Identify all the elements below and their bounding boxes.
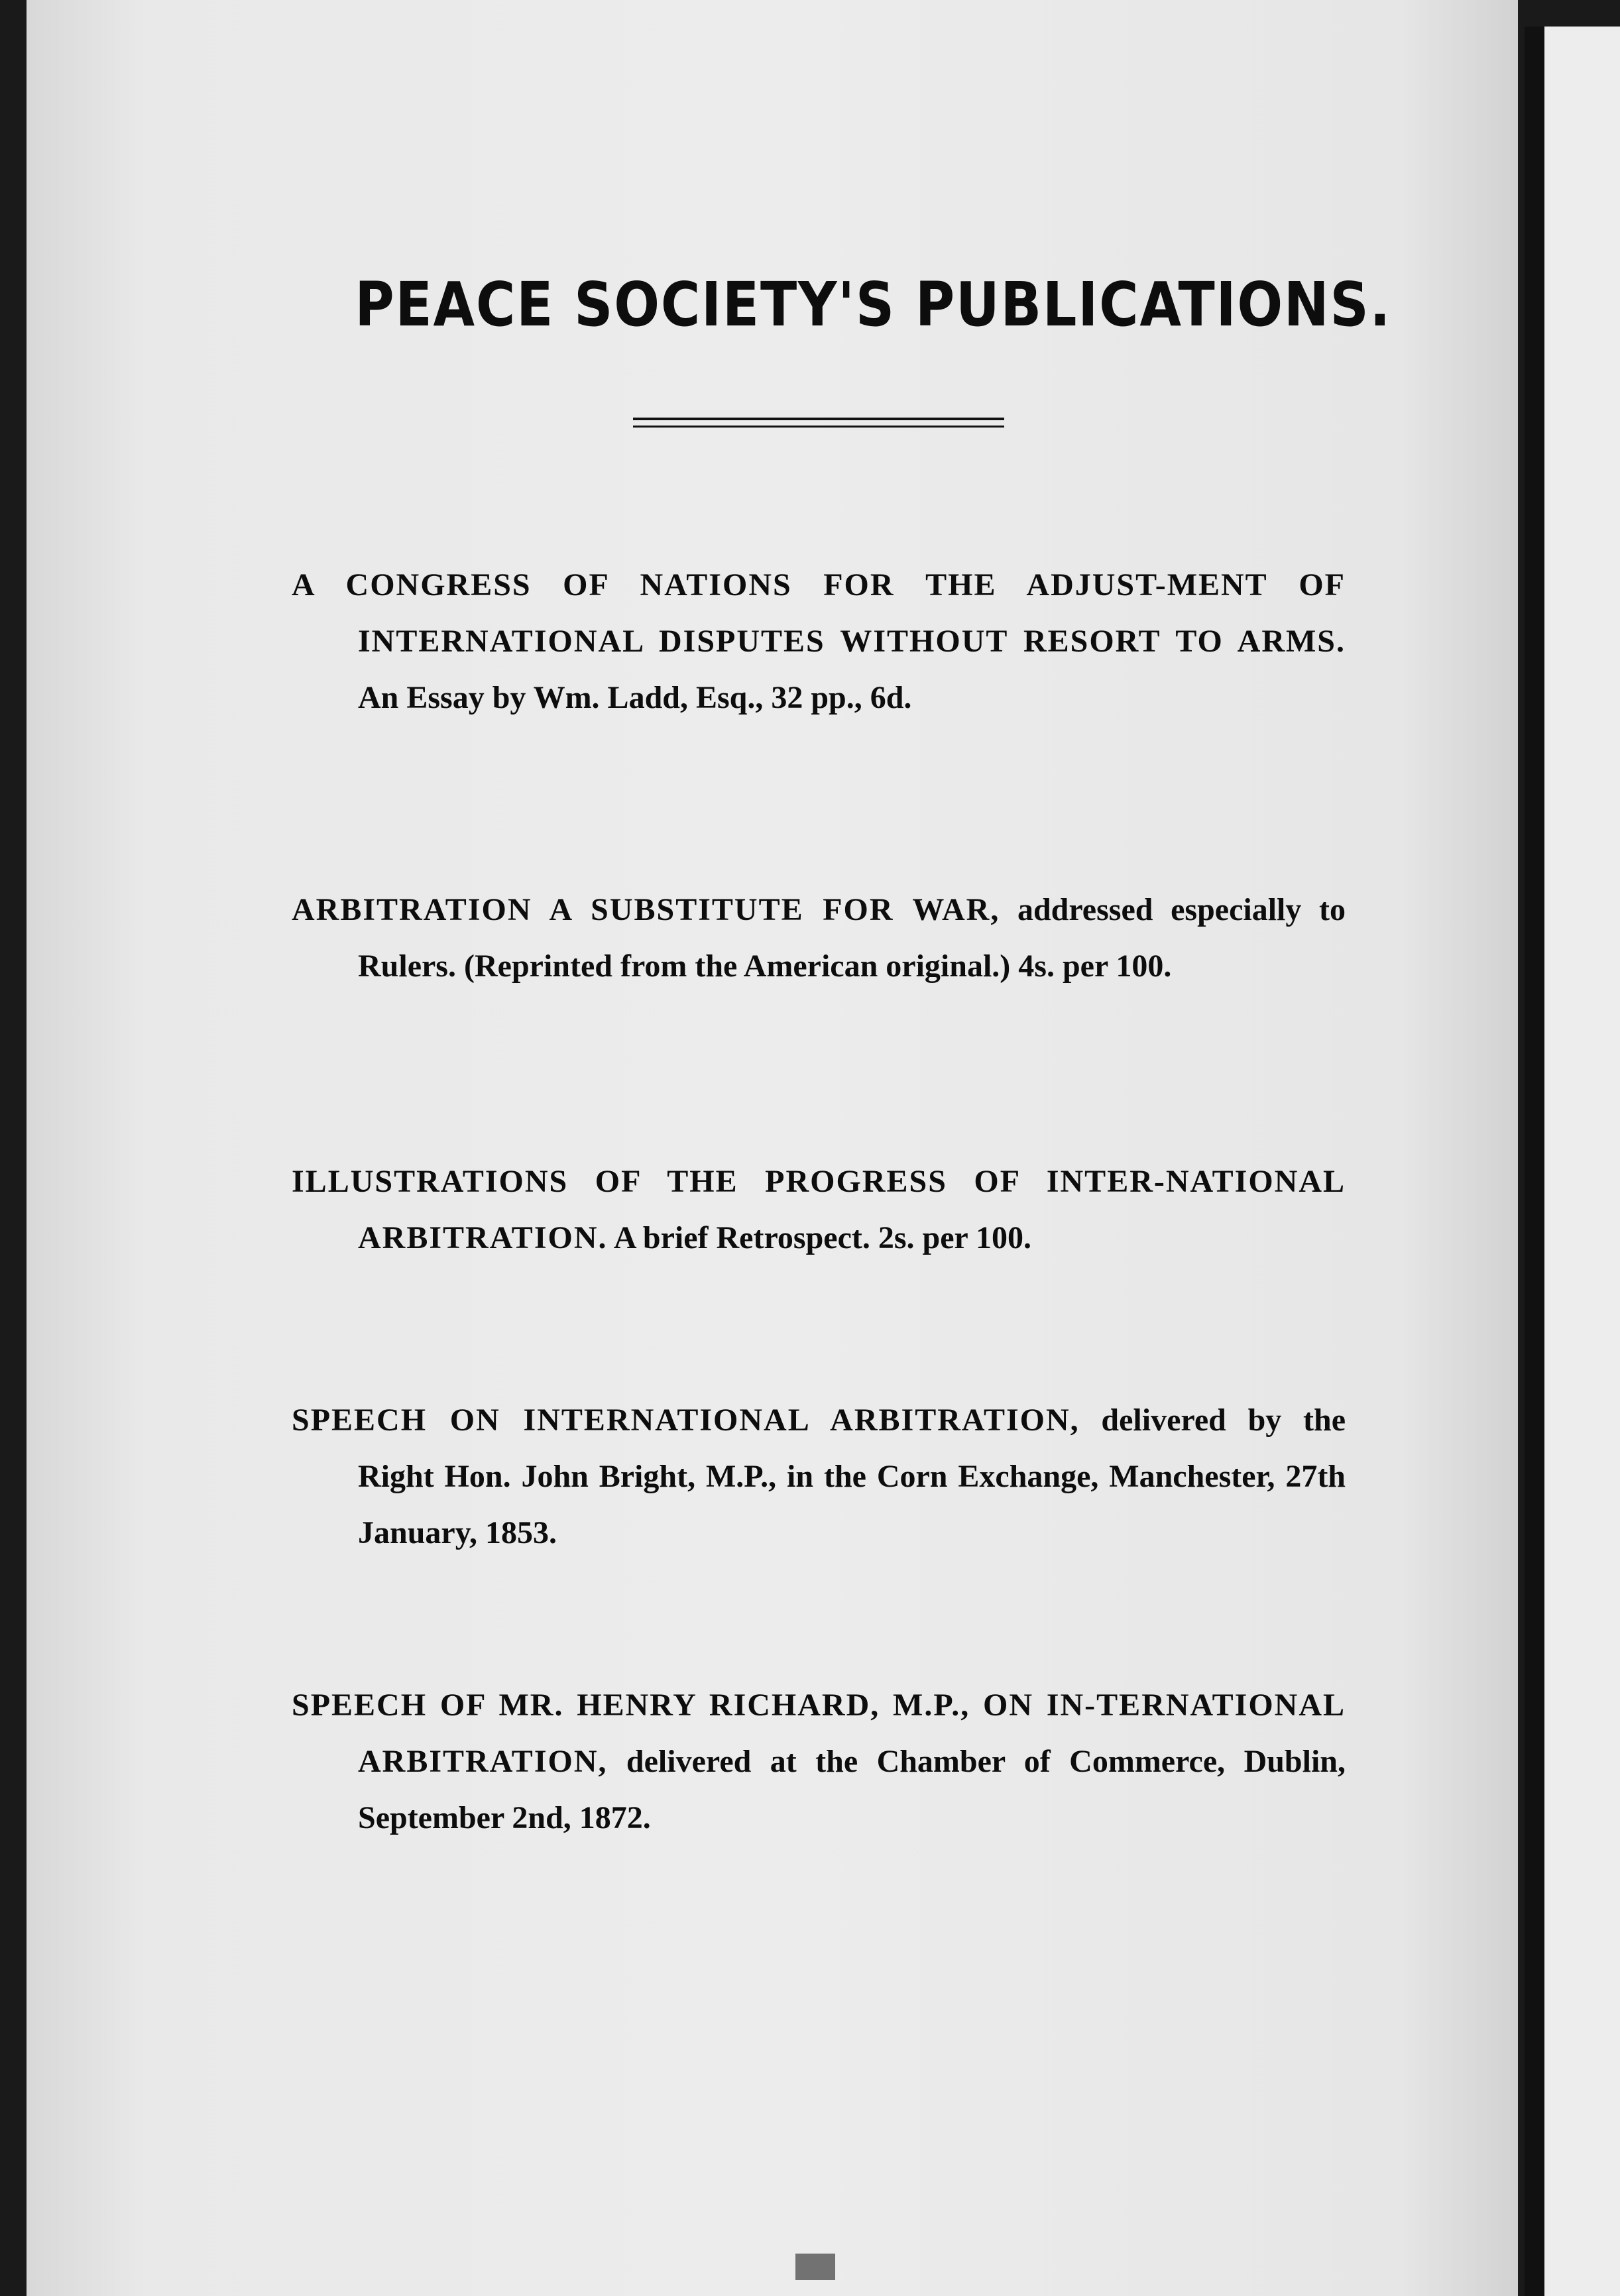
next-page-sliver bbox=[1544, 27, 1620, 2296]
publication-title: SPEECH OF MR. HENRY RICHARD, M.P., ON IN-TERNATIONAL ARBITRATION, bbox=[292, 1688, 1346, 1779]
publication-title: ARBITRATION A SUBSTITUTE FOR WAR, bbox=[292, 892, 1000, 927]
publication-title: SPEECH ON INTERNATIONAL ARBITRATION, bbox=[292, 1403, 1080, 1438]
title-rule bbox=[633, 418, 1004, 428]
publication-entry bbox=[292, 1677, 1346, 1846]
publication-entry bbox=[292, 557, 1346, 726]
publication-title: ILLUSTRATIONS OF THE PROGRESS OF INTER-NATIONAL ARBITRATION. bbox=[292, 1164, 1346, 1255]
publication-description: delivered by the Right Hon. John Bright, M.P., in the Corn Exchange, Manchester, 27th January, 1853. bbox=[358, 1403, 1346, 1550]
publication-description: delivered at the Chamber of Commerce, Dublin, September 2nd, 1872. bbox=[358, 1744, 1346, 1835]
publication-entry bbox=[292, 882, 1346, 994]
document-body bbox=[292, 265, 1392, 1835]
publication-description: addressed especially to Rulers. (Reprinted from the American original.) 4s. per 100. bbox=[358, 892, 1346, 984]
publication-title: A CONGRESS OF NATIONS FOR THE ADJUST-MENT OF INTERNATIONAL DISPUTES WITHOUT RESORT TO ARMS. bbox=[292, 567, 1346, 659]
binding-edge bbox=[1525, 27, 1544, 2296]
scan-artifact bbox=[795, 2254, 835, 2280]
page-title: PEACE SOCIETY'S PUBLICATIONS. bbox=[355, 269, 1392, 340]
publication-description: An Essay by Wm. Ladd, Esq., 32 pp., 6d. bbox=[358, 680, 912, 715]
publication-entry bbox=[292, 1392, 1346, 1561]
publication-entry bbox=[292, 1153, 1346, 1266]
publication-description: A brief Retrospect. 2s. per 100. bbox=[613, 1220, 1031, 1255]
